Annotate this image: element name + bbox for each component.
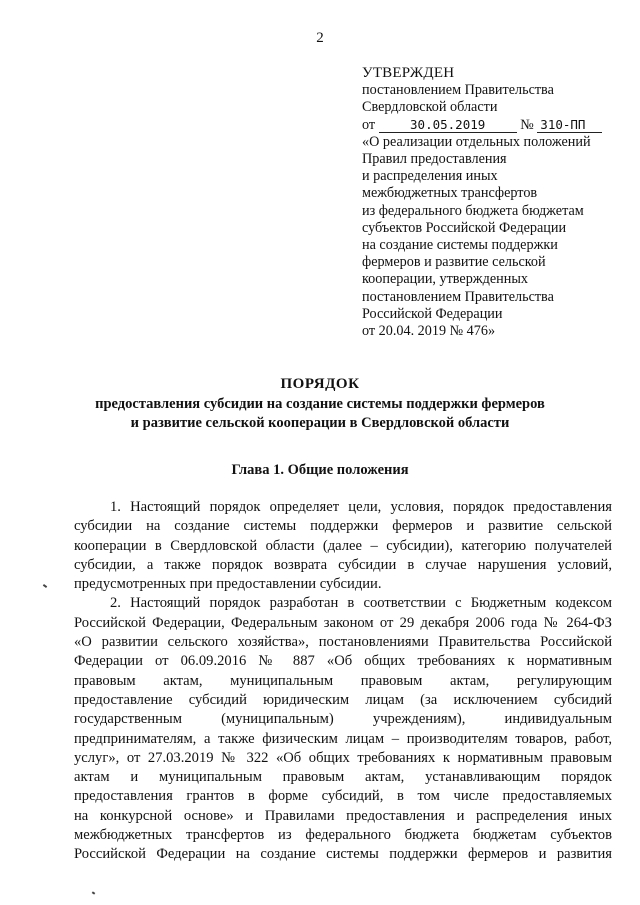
reference-line: фермеров и развитие сельской: [362, 254, 546, 271]
paragraph-2-line: межбюджетных трансфертов из федерального бюджета бюджетам субъектов: [74, 827, 612, 844]
reference-line: межбюджетных трансфертов: [362, 185, 538, 202]
approval-date-row: [362, 117, 624, 134]
paragraph-2-line: правовым актам, муниципальным правовым актам, регулирующим: [74, 672, 612, 689]
paragraph-2-line: на конкурсной основе» и Правилами предоставления и распределения иных: [74, 807, 612, 824]
paragraph-2-line: Российской Федерации, Федеральным законом от 29 декабря 2006 года № 264-ФЗ: [74, 614, 612, 631]
paragraph-1-line: предусмотренных при предоставлении субсидии.: [74, 576, 382, 593]
paragraph-2-line: Федерации от 06.09.2016 № 887 «Об общих требованиях к нормативным: [74, 653, 612, 670]
reference-line: из федерального бюджета бюджетам: [362, 202, 584, 219]
reference-line: на создание системы поддержки: [362, 237, 558, 254]
reference-line: постановлением Правительства: [362, 288, 554, 305]
paragraph-2-line: предоставления грантов в форме субсидий, в том числе предоставляемых: [74, 788, 612, 805]
scan-speck: [92, 891, 96, 894]
paragraph-2-line: актам и муниципальным правовым актам, устанавливающим порядок: [74, 769, 612, 786]
document-subtitle-line: и развитие сельской кооперации в Свердловской области: [130, 415, 510, 431]
approval-number: 310-ПП: [537, 118, 602, 133]
paragraph-2-line: услуг», от 27.03.2019 № 322 «Об общих требованиях к нормативным правовым: [74, 749, 612, 766]
reference-line: субъектов Российской Федерации: [362, 219, 567, 236]
paragraph-2-line: 2. Настоящий порядок разработан в соответствии с Бюджетным кодексом: [110, 595, 612, 612]
approval-line: постановлением Правительства: [362, 82, 554, 99]
page-number: 2: [316, 30, 324, 46]
paragraph-1-line: субсидии на создание системы поддержки фермеров и развитие сельской: [74, 518, 612, 535]
body-text: [74, 498, 612, 865]
paragraph-1-line: кооперации в Свердловской области (далее – субсидии), категорию получателей: [74, 537, 612, 554]
reference-line: от 20.04. 2019 № 476»: [362, 323, 496, 340]
number-prefix: №: [520, 116, 534, 133]
document-title: ПОРЯДОК: [280, 376, 360, 392]
paragraph-2-line: предоставление субсидий юридическим лицам (за исключением субсидий: [74, 691, 612, 708]
approval-line: Свердловской области: [362, 99, 498, 116]
paragraph-1-line: 1. Настоящий порядок определяет цели, условия, порядок предоставления: [110, 499, 612, 515]
approval-date: 30.05.2019: [379, 118, 517, 133]
paragraph-2-line: «О развитии сельского хозяйства», постановлениями Правительства Российской: [74, 634, 612, 651]
reference-line: Правил предоставления: [362, 151, 507, 168]
date-prefix: от: [362, 116, 376, 133]
reference-line: и распределения иных: [362, 168, 498, 185]
approval-block: [362, 65, 624, 340]
approval-heading: УТВЕРЖДЕН: [362, 65, 455, 81]
paragraph-1-line: субсидии, а также порядок возврата субсидии в случае нарушения условий,: [74, 556, 612, 573]
scan-speck: [43, 584, 47, 588]
paragraph-2-line: государственным (муниципальным) учреждениям), индивидуальным: [74, 711, 612, 728]
paragraph-2-line: предпринимателям, а также физическим лицам – производителям товаров, работ,: [74, 730, 612, 747]
paragraph-2-line: Российской Федерации на создание системы поддержки фермеров и развития: [74, 846, 612, 863]
document-title-block: [0, 375, 640, 433]
document-subtitle-line: предоставления субсидии на создание системы поддержки фермеров: [95, 396, 545, 412]
reference-line: «О реализации отдельных положений: [362, 133, 591, 150]
chapter-heading: Глава 1. Общие положения: [231, 462, 409, 478]
reference-line: Российской Федерации: [362, 305, 503, 322]
reference-line: кооперации, утвержденных: [362, 271, 528, 288]
